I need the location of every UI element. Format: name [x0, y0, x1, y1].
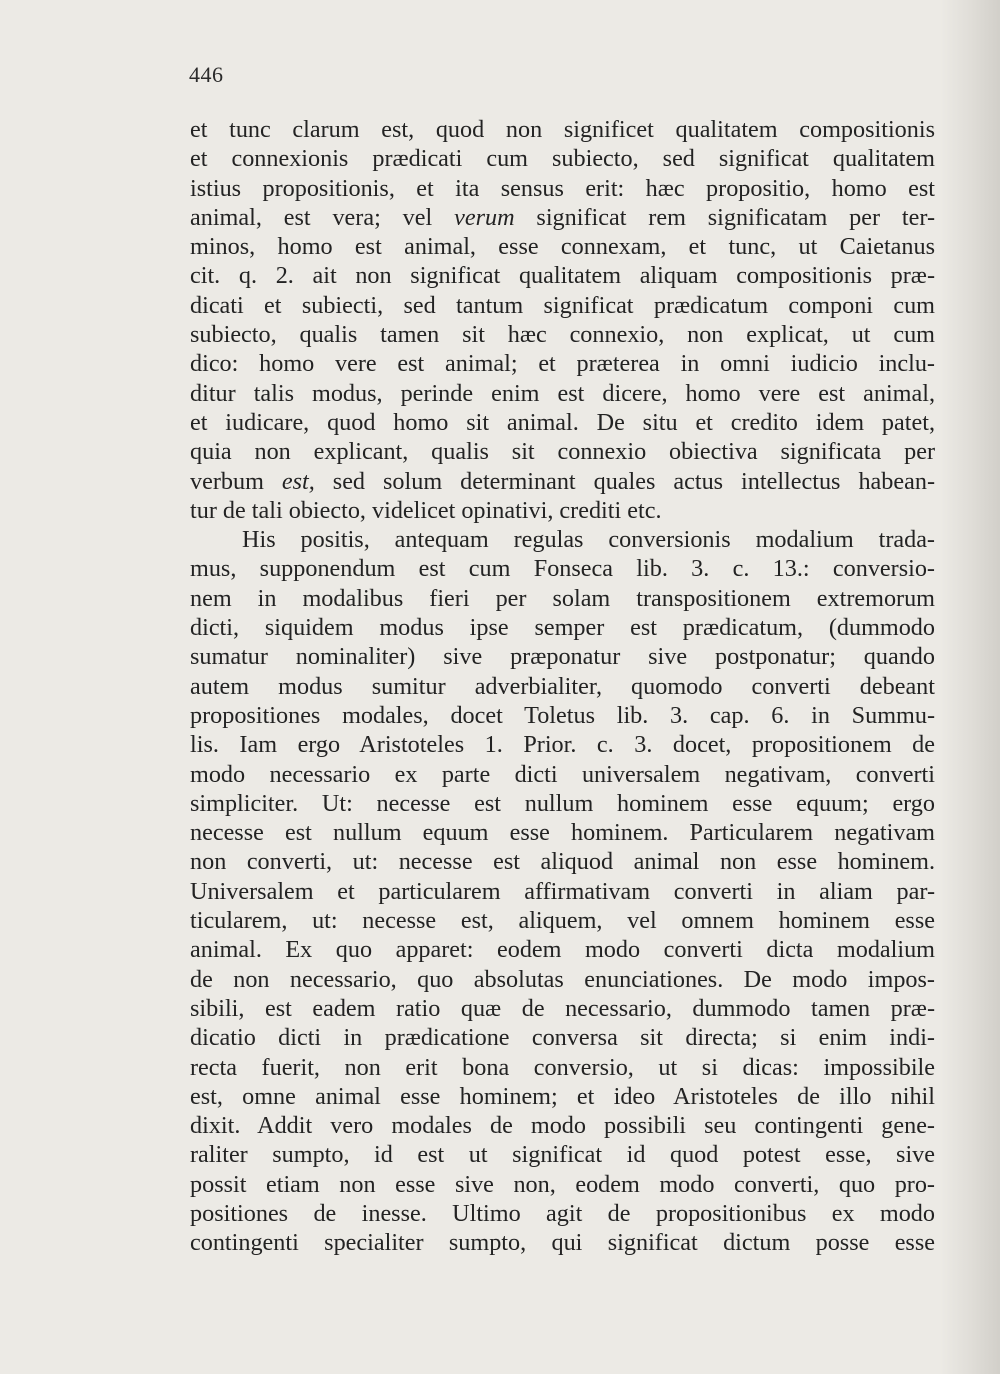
- text-segment: animal, est vera; vel: [190, 203, 455, 231]
- text-line: tur de tali obiecto, videlicet opinativi, crediti etc.: [190, 496, 662, 524]
- text-line: dicati et subiecti, sed tantum significat prædicatum componi cum: [190, 291, 935, 319]
- text-line: ditur talis modus, perinde enim est dicere, homo vere est animal,: [190, 379, 935, 407]
- text-segment: verbum: [190, 467, 282, 495]
- text-line: [190, 203, 935, 232]
- text-line: lis. Iam ergo Aristoteles 1. Prior. c. 3. docet, propositionem de: [190, 731, 935, 759]
- text-line: sibili, est eadem ratio quæ de necessario, dummodo tamen præ-: [190, 994, 935, 1022]
- text-line: His positis, antequam regulas conversionis modalium trada-: [242, 526, 935, 554]
- text-line: istius propositionis, et ita sensus erit: hæc propositio, homo est: [190, 174, 935, 202]
- text-line: propositiones modales, docet Toletus lib. 3. cap. 6. in Summu-: [190, 701, 935, 729]
- text-line: subiecto, qualis tamen sit hæc connexio, non explicat, ut cum: [190, 321, 935, 349]
- text-line: necesse est nullum equum esse hominem. Particularem negativam: [190, 819, 935, 847]
- text-line: dixit. Addit vero modales de modo possibili seu contingenti gene-: [190, 1112, 935, 1140]
- text-line: non converti, ut: necesse est aliquod animal non esse hominem.: [190, 848, 935, 876]
- text-segment: significat rem significatam per ter-: [514, 203, 936, 231]
- text-line: sumatur nominaliter) sive præponatur sive postponatur; quando: [190, 643, 935, 671]
- text-line: et tunc clarum est, quod non significet qualitatem compositionis: [190, 116, 935, 143]
- text-line: est, omne animal esse hominem; et ideo Aristoteles de illo nihil: [190, 1082, 935, 1110]
- text-segment: sed solum determinant quales actus intellectus habean-: [314, 467, 935, 495]
- text-line: positiones de inesse. Ultimo agit de propositionibus ex modo: [190, 1199, 935, 1227]
- text-line: dico: homo vere est animal; et præterea in omni iudicio inclu-: [190, 350, 935, 378]
- text-line: de non necessario, quo absolutas enunciationes. De modo impos-: [190, 965, 935, 993]
- text-line: contingenti specialiter sumpto, qui significat dictum posse esse: [190, 1229, 935, 1257]
- text-line: et iudicare, quod homo sit animal. De situ et credito idem patet,: [190, 408, 935, 436]
- text-line: cit. q. 2. ait non significat qualitatem aliquam compositionis præ-: [190, 262, 935, 290]
- text-line: recta fuerit, non erit bona conversio, ut si dicas: impossibile: [190, 1053, 935, 1081]
- text-line: et connexionis prædicati cum subiecto, sed significat qualitatem: [190, 145, 935, 173]
- text-line: nem in modalibus fieri per solam transpositionem extremorum: [190, 584, 935, 612]
- text-line: dicti, siquidem modus ipse semper est prædicatum, (dummodo: [190, 614, 935, 642]
- page-number: 446: [189, 62, 224, 87]
- text-line: animal. Ex quo apparet: eodem modo converti dicta modalium: [190, 936, 935, 964]
- text-line: modo necessario ex parte dicti universalem negativam, converti: [190, 760, 935, 788]
- body-text: [190, 115, 935, 1258]
- text-line: ticularem, ut: necesse est, aliquem, vel omnem hominem esse: [190, 907, 935, 935]
- text-line: simpliciter. Ut: necesse est nullum hominem esse equum; ergo: [190, 789, 935, 817]
- text-line: Universalem et particularem affirmativam converti in aliam par-: [190, 877, 935, 905]
- text-line: autem modus sumitur adverbialiter, quomodo converti debeant: [190, 672, 935, 700]
- text-line: dicatio dicti in prædicatione conversa sit directa; si enim indi-: [190, 1024, 935, 1052]
- text-line: raliter sumpto, id est ut significat id quod potest esse, sive: [190, 1141, 935, 1169]
- text-line: minos, homo est animal, esse connexam, et tunc, ut Caietanus: [190, 233, 935, 261]
- italic-word: verum: [454, 203, 515, 231]
- text-line: mus, supponendum est cum Fonseca lib. 3. c. 13.: conversio-: [190, 555, 935, 583]
- text-line: possit etiam non esse sive non, eodem modo converti, quo pro-: [190, 1170, 935, 1198]
- text-line: quia non explicant, qualis sit connexio obiectiva significata per: [190, 438, 935, 466]
- text-line: [190, 467, 935, 496]
- italic-word: est,: [281, 467, 315, 495]
